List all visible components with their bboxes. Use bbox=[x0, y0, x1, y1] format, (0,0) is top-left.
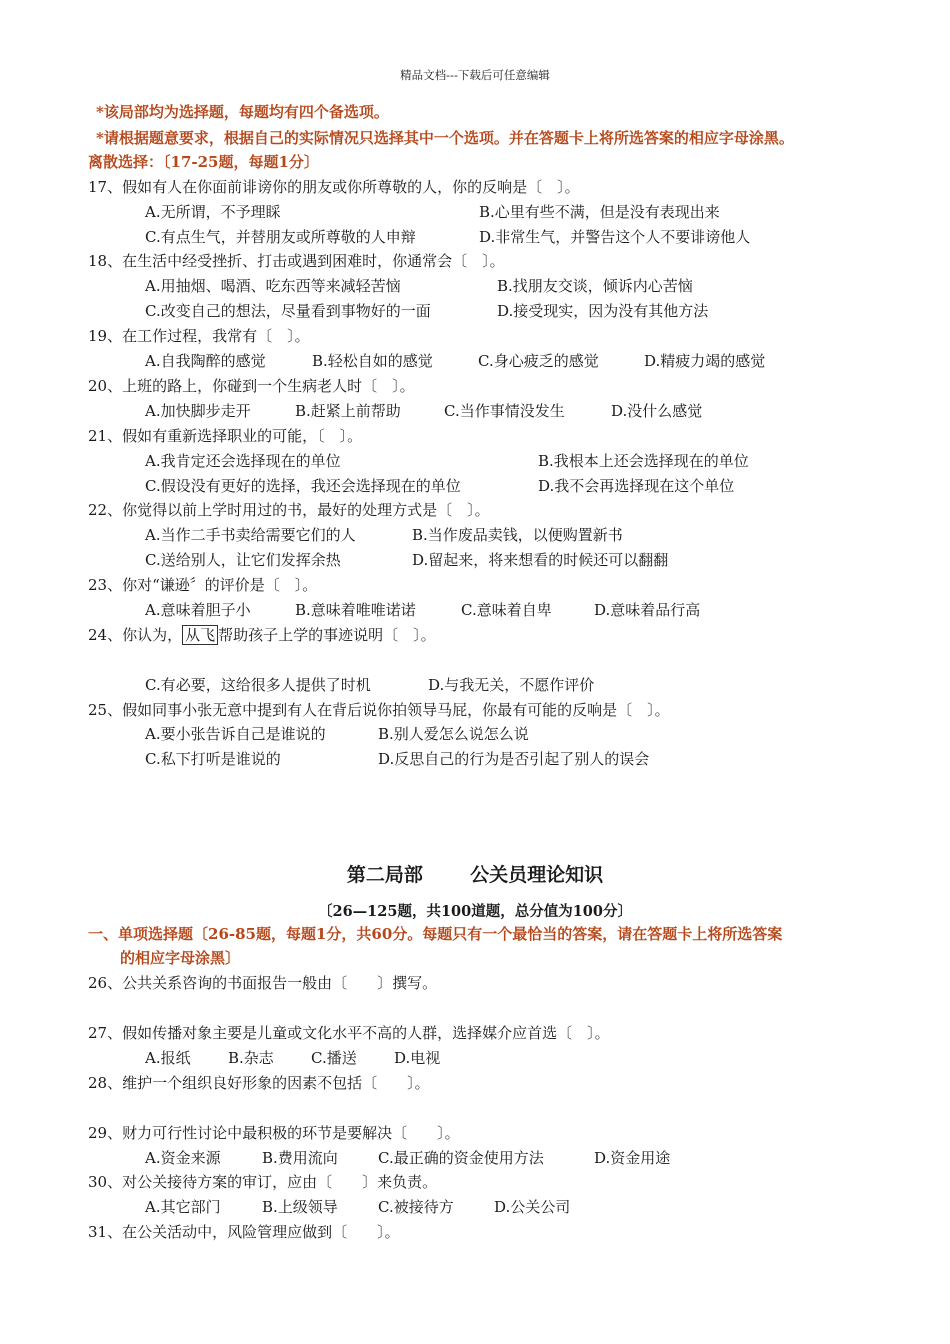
part2-title-left: 第二局部 bbox=[346, 864, 423, 886]
question-20: 20、上班的路上，你碰到一个生病老人时〔 〕。 bbox=[88, 377, 415, 395]
part2-subtitle: 〔26—125题，共100道题，总分值为100分〕 bbox=[318, 903, 632, 920]
q17-option-b: B.心里有些不满，但是没有表现出来 bbox=[479, 203, 720, 221]
q30-option-d: D.公关公司 bbox=[494, 1198, 571, 1216]
q21-option-a: A.我肯定还会选择现在的单位 bbox=[145, 452, 341, 470]
q22-option-c: C.送给别人，让它们发挥余热 bbox=[145, 551, 341, 569]
single-choice-heading-2: 的相应字母涂黑〕 bbox=[120, 949, 241, 967]
q20-option-b: B.赶紧上前帮助 bbox=[295, 402, 401, 420]
q24-boxed-word: 从飞 bbox=[182, 625, 218, 645]
q25-option-d: D.反思自己的行为是否引起了别人的误会 bbox=[378, 750, 650, 768]
q23-option-c: C.意味着自卑 bbox=[461, 601, 552, 619]
question-28: 28、维护一个组织良好形象的因素不包括〔 〕。 bbox=[88, 1074, 430, 1092]
q18-option-a: A.用抽烟、喝酒、吃东西等来减轻苦恼 bbox=[145, 277, 401, 295]
q18-option-d: D.接受现实，因为没有其他方法 bbox=[497, 302, 709, 320]
question-24 bbox=[88, 625, 436, 645]
question-23: 23、你对“谦逊〞的评价是〔 〕。 bbox=[88, 576, 318, 594]
q23-option-d: D.意味着品行高 bbox=[594, 601, 701, 619]
question-27: 27、假如传播对象主要是儿童或文化水平不高的人群，选择媒介应首选〔 〕。 bbox=[88, 1024, 610, 1042]
q30-option-b: B.上级领导 bbox=[262, 1198, 338, 1216]
q25-option-c: C.私下打听是谁说的 bbox=[145, 750, 281, 768]
q30-option-c: C.被接待方 bbox=[378, 1198, 454, 1216]
q19-option-a: A.自我陶醉的感觉 bbox=[145, 352, 266, 370]
question-26: 26、公共关系咨询的书面报告一般由〔 〕撰写。 bbox=[88, 974, 438, 992]
q17-option-c: C.有点生气，并替朋友或所尊敬的人申辩 bbox=[145, 228, 416, 246]
q20-option-a: A.加快脚步走开 bbox=[145, 402, 251, 420]
q23-option-b: B.意味着唯唯诺诺 bbox=[295, 601, 416, 619]
q22-option-a: A.当作二手书卖给需要它们的人 bbox=[145, 526, 356, 544]
question-22: 22、你觉得以前上学时用过的书，最好的处理方式是〔 〕。 bbox=[88, 501, 490, 519]
discrete-heading: 离散选择：〔17-25题，每题1分〕 bbox=[88, 153, 319, 171]
question-31: 31、在公关活动中，风险管理应做到〔 〕。 bbox=[88, 1223, 400, 1241]
q29-option-b: B.费用流向 bbox=[262, 1149, 338, 1167]
q30-option-a: A.其它部门 bbox=[145, 1198, 221, 1216]
q24-option-d: D.与我无关，不愿作评价 bbox=[428, 676, 595, 694]
q18-option-b: B.找朋友交谈，倾诉内心苦恼 bbox=[497, 277, 693, 295]
q17-option-d: D.非常生气，并警告这个人不要诽谤他人 bbox=[479, 228, 751, 246]
q27-option-c: C.播送 bbox=[311, 1049, 357, 1067]
q25-option-a: A.要小张告诉自己是谁说的 bbox=[145, 725, 326, 743]
question-17: 17、假如有人在你面前诽谤你的朋友或你所尊敬的人，你的反响是〔 〕。 bbox=[88, 178, 580, 196]
q27-option-a: A.报纸 bbox=[145, 1049, 191, 1067]
q21-option-c: C.假设没有更好的选择，我还会选择现在的单位 bbox=[145, 477, 461, 495]
question-25: 25、假如同事小张无意中提到有人在背后说你拍领导马屁，你最有可能的反响是〔 〕。 bbox=[88, 701, 670, 719]
question-29: 29、财力可行性讨论中最积极的环节是要解决〔 〕。 bbox=[88, 1124, 460, 1142]
q22-option-b: B.当作废品卖钱，以便购置新书 bbox=[412, 526, 623, 544]
q24-suffix: 帮助孩子上学的事迹说明〔 〕。 bbox=[218, 626, 436, 644]
single-choice-heading-1: 一、单项选择题〔26-85题，每题1分，共60分。每题只有一个最恰当的答案，请在答题卡上将所选答案 bbox=[88, 925, 783, 943]
note-2: *请根据题意要求，根据自己的实际情况只选择其中一个选项。并在答题卡上将所选答案的相应字母涂黑。 bbox=[96, 129, 794, 147]
q27-option-d: D.电视 bbox=[394, 1049, 441, 1067]
q29-option-c: C.最正确的资金使用方法 bbox=[378, 1149, 544, 1167]
page-header: 精品文档---下载后可任意编辑 bbox=[400, 68, 550, 82]
q24-option-c: C.有必要，这给很多人提供了时机 bbox=[145, 676, 371, 694]
q23-option-a: A.意味着胆子小 bbox=[145, 601, 251, 619]
q29-option-d: D.资金用途 bbox=[594, 1149, 671, 1167]
q19-option-d: D.精疲力竭的感觉 bbox=[644, 352, 766, 370]
q27-option-b: B.杂志 bbox=[228, 1049, 274, 1067]
note-1: *该局部均为选择题，每题均有四个备选项。 bbox=[96, 103, 389, 121]
question-30: 30、对公关接待方案的审订，应由〔 〕来负责。 bbox=[88, 1173, 438, 1191]
q29-option-a: A.资金来源 bbox=[145, 1149, 221, 1167]
q20-option-c: C.当作事情没发生 bbox=[444, 402, 565, 420]
part2-title bbox=[0, 860, 950, 887]
q22-option-d: D.留起来，将来想看的时候还可以翻翻 bbox=[412, 551, 669, 569]
q21-option-d: D.我不会再选择现在这个单位 bbox=[538, 477, 735, 495]
question-18: 18、在生活中经受挫折、打击或遇到困难时，你通常会〔 〕。 bbox=[88, 252, 505, 270]
q25-option-b: B.别人爱怎么说怎么说 bbox=[378, 725, 529, 743]
q19-option-c: C.身心疲乏的感觉 bbox=[478, 352, 599, 370]
q24-prefix: 24、你认为， bbox=[88, 626, 183, 644]
question-21: 21、假如有重新选择职业的可能，〔 〕。 bbox=[88, 427, 363, 445]
q20-option-d: D.没什么感觉 bbox=[611, 402, 703, 420]
q19-option-b: B.轻松自如的感觉 bbox=[312, 352, 433, 370]
q17-option-a: A.无所谓，不予理睬 bbox=[145, 203, 281, 221]
question-19: 19、在工作过程，我常有〔 〕。 bbox=[88, 327, 310, 345]
part2-title-right: 公关员理论知识 bbox=[470, 864, 604, 886]
q18-option-c: C.改变自己的想法，尽量看到事物好的一面 bbox=[145, 302, 431, 320]
q21-option-b: B.我根本上还会选择现在的单位 bbox=[538, 452, 749, 470]
